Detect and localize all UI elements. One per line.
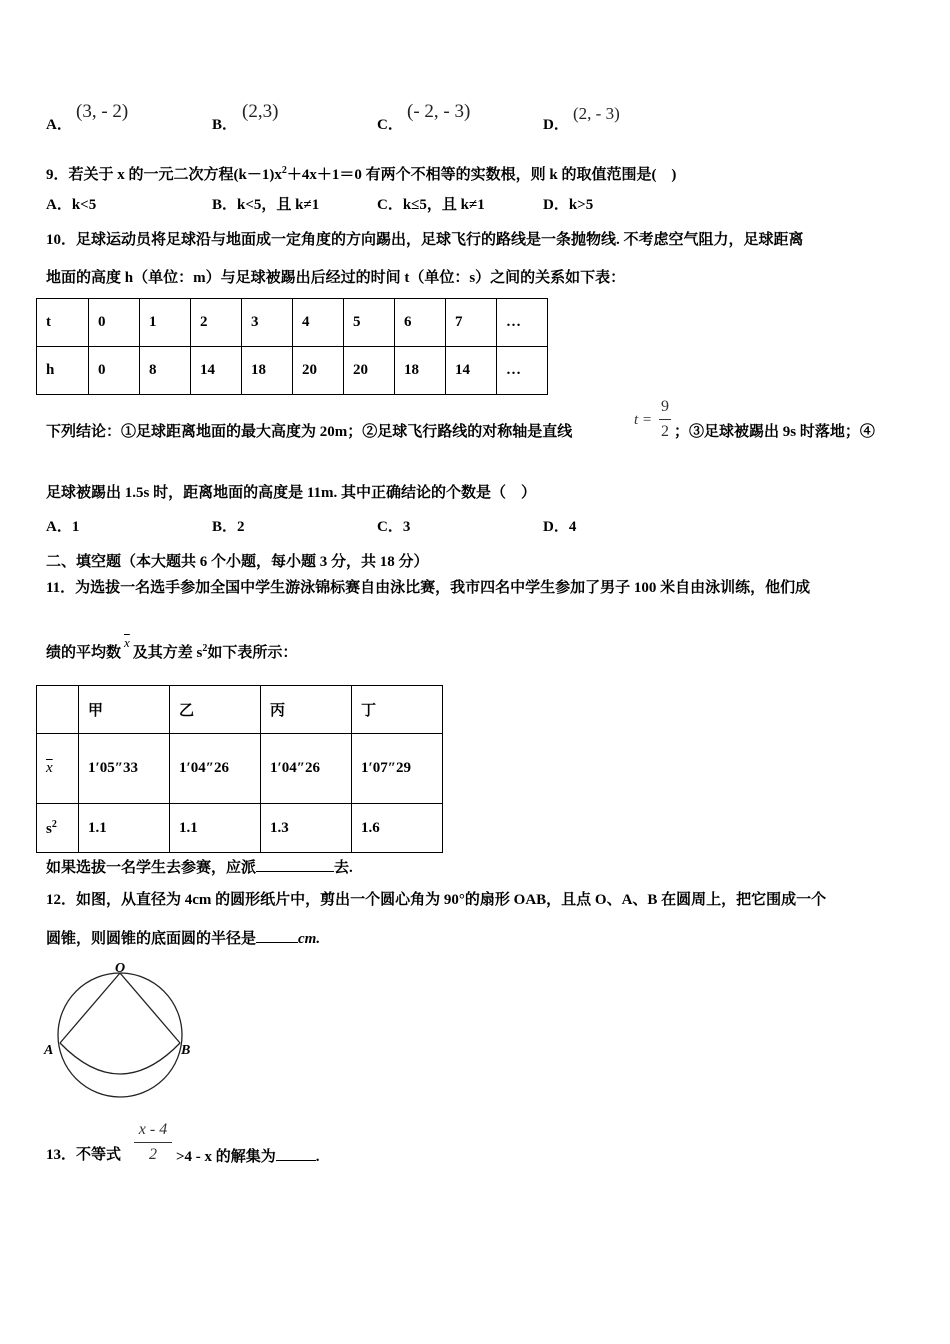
exponent: 2 xyxy=(202,643,208,654)
circle-sector-figure xyxy=(40,960,210,1110)
q9-option-b: B．k<5，且 k≠1 xyxy=(212,197,320,213)
mean-symbol: $\overline{x}$ xyxy=(124,635,130,650)
q11-answer-line xyxy=(46,857,353,877)
q8-option-d-label: D． xyxy=(543,117,569,133)
table-header-row xyxy=(37,686,443,734)
table-cell: 20 xyxy=(293,347,344,395)
table-cell xyxy=(37,734,79,804)
circle xyxy=(58,973,182,1097)
q9-text: 9．若关于 x 的一元二次方程(k－1)x xyxy=(46,167,282,183)
q8-option-a-label: A． xyxy=(46,117,72,133)
table-cell xyxy=(37,804,79,853)
q11-answer-end: 去. xyxy=(334,860,353,876)
table-cell: … xyxy=(497,347,548,395)
table-cell: 1.1 xyxy=(79,804,170,853)
table-cell xyxy=(37,686,79,734)
q12-unit: cm. xyxy=(298,931,321,947)
table-cell: 6 xyxy=(395,299,446,347)
table-cell: 20 xyxy=(344,347,395,395)
q11-table xyxy=(36,685,443,853)
q10-line1: 10．足球运动员将足球沿与地面成一定角度的方向踢出，足球飞行的路线是一条抛物线. 不考虑空气阻力，足球距离 xyxy=(46,232,804,248)
table-cell: 7 xyxy=(446,299,497,347)
q8-option-a-value: (3, - 2) xyxy=(76,101,129,122)
table-cell: … xyxy=(497,299,548,347)
formula-denominator: 2 xyxy=(661,423,669,440)
q10-conclusions: 下列结论：①足球距离地面的最大高度为 20m；②足球飞行路线的对称轴是直线 xyxy=(46,424,573,440)
table-cell: 1.3 xyxy=(261,804,352,853)
q10-conclusions-cont: ；③足球被踢出 9s 时落地；④ xyxy=(674,424,875,440)
q13-end: . xyxy=(315,1149,320,1165)
table-cell: 1.1 xyxy=(170,804,261,853)
section-heading: 二、填空题（本大题共 6 个小题，每小题 3 分，共 18 分） xyxy=(46,554,429,570)
table-cell: 1′07″29 xyxy=(352,734,443,804)
q10-line4: 足球被踢出 1.5s 时，距离地面的高度是 11m. 其中正确结论的个数是（ ） xyxy=(46,485,537,501)
q10-option-b: B．2 xyxy=(212,519,245,535)
q11-text: 绩的平均数 xyxy=(46,645,122,661)
q13-denominator: 2 xyxy=(149,1146,157,1163)
q13-suffix xyxy=(176,1146,320,1166)
exponent: 2 xyxy=(51,818,57,830)
table-cell: 0 xyxy=(89,347,140,395)
q12-line1: 12．如图，从直径为 4cm 的圆形纸片中，剪出一个圆心角为 90°的扇形 OAB，且点 O、A、B 在圆周上，把它围成一个 xyxy=(46,892,827,908)
q10-option-d: D．4 xyxy=(543,519,577,535)
point-a-label: A xyxy=(44,1043,54,1058)
q10-line2: 地面的高度 h（单位：m）与足球被踢出后经过的时间 t（单位：s）之间的关系如下表： xyxy=(46,270,626,286)
q8-option-c-label: C． xyxy=(377,117,403,133)
q12-line2 xyxy=(46,928,320,948)
table-cell: 丙 xyxy=(261,686,352,734)
formula-lhs: t = xyxy=(634,412,653,428)
formula-numerator: 9 xyxy=(661,398,669,415)
q11-line1: 11．为选拔一名选手参加全国中学生游泳锦标赛自由泳比赛，我市四名中学生参加了男子 100 米自由泳训练，他们成 xyxy=(46,580,811,596)
q12-text: 圆锥，则圆锥的底面圆的半径是 xyxy=(46,931,257,947)
sector-radii xyxy=(60,973,180,1043)
q9-text-cont: ＋4x＋1＝0 有两个不相等的实数根，则 k 的取值范围是( ) xyxy=(286,167,677,183)
table-cell: 14 xyxy=(446,347,497,395)
q13-prefix: 13．不等式 xyxy=(46,1147,122,1163)
q8-option-c-value: (- 2, - 3) xyxy=(407,101,471,122)
table-row xyxy=(37,299,548,347)
fraction-bar xyxy=(134,1142,172,1143)
q9-option-a: A．k<5 xyxy=(46,197,97,213)
table-row xyxy=(37,804,443,853)
table-cell: 甲 xyxy=(79,686,170,734)
table-row xyxy=(37,734,443,804)
answer-blank[interactable] xyxy=(276,1146,316,1161)
q8-option-b-value: (2,3) xyxy=(242,101,279,122)
answer-blank[interactable] xyxy=(256,928,298,943)
table-cell: 1 xyxy=(140,299,191,347)
table-cell: 1.6 xyxy=(352,804,443,853)
q11-text-cont: 及其方差 s xyxy=(132,645,203,661)
q9-option-c: C．k≤5，且 k≠1 xyxy=(377,197,485,213)
answer-blank[interactable] xyxy=(256,857,334,872)
variance-symbol: s xyxy=(46,820,52,837)
mean-symbol: $\overline{x}$ xyxy=(46,760,53,776)
q11-text-end: 如下表所示： xyxy=(207,645,298,661)
table-cell: 1′05″33 xyxy=(79,734,170,804)
q9-option-d: D．k>5 xyxy=(543,197,594,213)
table-cell: 4 xyxy=(293,299,344,347)
q11-line2 xyxy=(46,635,298,662)
table-cell: 乙 xyxy=(170,686,261,734)
q11-answer-text: 如果选拔一名学生去参赛，应派 xyxy=(46,860,257,876)
table-cell: 2 xyxy=(191,299,242,347)
table-row xyxy=(37,347,548,395)
table-cell: 1′04″26 xyxy=(261,734,352,804)
q10-option-c: C．3 xyxy=(377,519,411,535)
q8-option-b-label: B． xyxy=(212,117,238,133)
q13-numerator: x - 4 xyxy=(138,1121,168,1138)
q9-exponent: 2 xyxy=(281,165,287,176)
sector-arc xyxy=(60,1043,180,1074)
table-cell: 1′04″26 xyxy=(170,734,261,804)
table-cell: 0 xyxy=(89,299,140,347)
q9-question xyxy=(46,162,676,184)
q13-text: >4 - x 的解集为 xyxy=(176,1149,276,1165)
point-b-label: B xyxy=(181,1043,191,1058)
table-cell: h xyxy=(37,347,89,395)
table-cell: 3 xyxy=(242,299,293,347)
fraction-bar xyxy=(659,419,671,420)
table-cell: t xyxy=(37,299,89,347)
table-cell: 14 xyxy=(191,347,242,395)
q10-table xyxy=(36,298,548,395)
table-cell: 丁 xyxy=(352,686,443,734)
q8-option-d-value: (2, - 3) xyxy=(573,104,620,123)
table-cell: 8 xyxy=(140,347,191,395)
q10-option-a: A．1 xyxy=(46,519,80,535)
table-cell: 5 xyxy=(344,299,395,347)
table-cell: 18 xyxy=(242,347,293,395)
table-cell: 18 xyxy=(395,347,446,395)
point-o-label: O xyxy=(115,961,126,976)
